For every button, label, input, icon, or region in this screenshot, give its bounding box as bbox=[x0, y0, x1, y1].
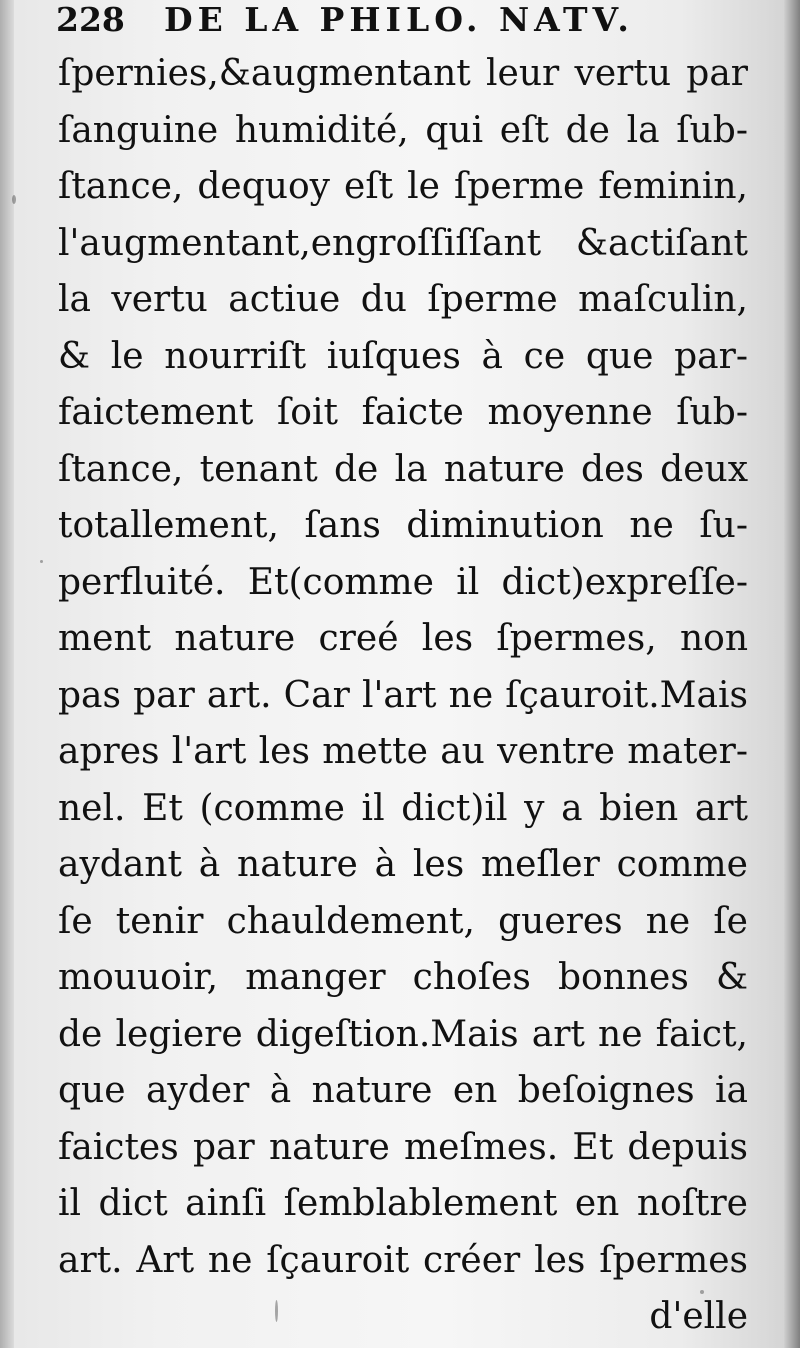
text-line: faictement ſoit faicte moyenne ſub- bbox=[58, 392, 748, 433]
text-line: ſtance, dequoy eſt le ſperme feminin, bbox=[58, 166, 748, 207]
paper-speck bbox=[275, 1300, 278, 1322]
paper-speck bbox=[40, 560, 43, 563]
text-line: apres l'art les mette au ventre mater- bbox=[58, 731, 748, 772]
text-line: ſanguine humidité, qui eſt de la ſub- bbox=[58, 109, 748, 151]
text-line: que ayder à nature en beſoignes ia bbox=[58, 1070, 748, 1111]
text-line: faictes par nature meſmes. Et depuis bbox=[58, 1126, 748, 1168]
page-edge-shadow bbox=[784, 0, 800, 1348]
catchword-line: d'elle bbox=[649, 1296, 748, 1337]
running-title: DE LA PHILO. NATV. bbox=[164, 0, 634, 39]
text-line: ment nature creé les ſpermes, non bbox=[58, 618, 748, 659]
text-line: perfluité. Et(comme il dict)expreſſe- bbox=[58, 561, 748, 603]
text-line: art. Art ne ſçauroit créer les ſpermes bbox=[58, 1239, 748, 1281]
text-line: il dict ainſi ſemblablement en noſtre bbox=[58, 1183, 748, 1224]
text-line: l'augmentant,engroſſiſſant &actiſant bbox=[58, 222, 748, 264]
text-line: ſe tenir chauldement, gueres ne ſe bbox=[58, 900, 748, 942]
body-text bbox=[58, 46, 748, 1346]
text-line: nel. Et (comme il dict)il y a bien art bbox=[58, 787, 748, 829]
text-line: la vertu actiue du ſperme maſculin, bbox=[58, 279, 748, 320]
text-line: de legiere digeſtion.Mais art ne faict, bbox=[58, 1013, 748, 1055]
text-line: & le nourriſt iuſques à ce que par- bbox=[58, 335, 748, 377]
page-header bbox=[56, 0, 756, 48]
text-line: ſpernies,&augmentant leur vertu par bbox=[58, 53, 748, 94]
text-line: mouuoir, manger choſes bonnes & bbox=[58, 957, 748, 998]
text-line: aydant à nature à les meſler comme bbox=[58, 844, 748, 885]
text-line: ſtance, tenant de la nature des deux bbox=[58, 448, 748, 490]
text-line: pas par art. Car l'art ne ſçauroit.Mais bbox=[58, 674, 748, 716]
paper-speck bbox=[700, 1290, 704, 1294]
paper-speck bbox=[12, 195, 16, 204]
page-number: 228 bbox=[56, 0, 125, 39]
text-line: totallement, ſans diminution ne ſu- bbox=[58, 505, 748, 546]
